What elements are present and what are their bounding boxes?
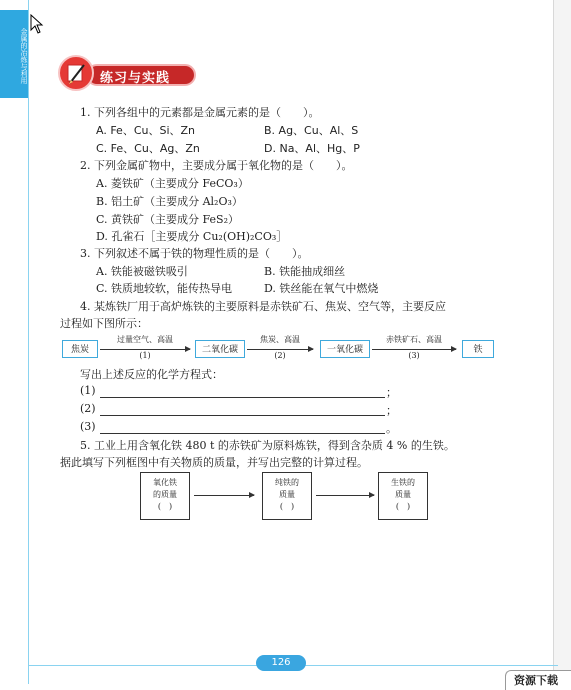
q4-stem-line1: 4. 某炼铁厂用于高炉炼铁的主要原料是赤铁矿石、焦炭、空气等，主要反应 bbox=[80, 300, 446, 313]
q3-option-b: B. 铁能抽成细丝 bbox=[264, 265, 346, 278]
flow-arrow-2 bbox=[247, 349, 313, 350]
flow-box-co2: 二氧化碳 bbox=[195, 340, 245, 358]
q4-blank3-end: 。 bbox=[386, 422, 397, 435]
q4-blank1-end: ； bbox=[386, 386, 397, 399]
q2-option-d: D. 孔雀石［主要成分 Cu₂(OH)₂CO₃］ bbox=[96, 230, 288, 243]
section-title: 练习与实践 bbox=[100, 71, 171, 86]
page-number: 126 bbox=[256, 655, 306, 671]
q4-blank2-end: ； bbox=[386, 404, 397, 417]
q2-option-b: B. 铝土矿（主要成分 Al₂O₃） bbox=[96, 195, 243, 208]
q2-option-a: A. 菱铁矿（主要成分 FeCO₃） bbox=[96, 177, 249, 190]
flow-arrow-3-condition: 赤铁矿石、高温 bbox=[386, 335, 442, 344]
q5-box1-line2: 的质量 bbox=[153, 490, 177, 499]
q5-box-pure-iron-mass bbox=[262, 472, 312, 520]
q1-option-d: D. Na、Al、Hg、P bbox=[264, 142, 360, 155]
q5-box1-blank[interactable]: ( ) bbox=[157, 502, 173, 511]
mouse-cursor-icon bbox=[30, 14, 44, 34]
q3-option-d: D. 铁丝能在氧气中燃烧 bbox=[264, 282, 379, 295]
q3-stem: 3. 下列叙述不属于铁的物理性质的是（ ）。 bbox=[80, 247, 309, 260]
q5-box2-blank[interactable]: ( ) bbox=[279, 502, 295, 511]
flow-arrow-3-step: (3) bbox=[408, 351, 420, 360]
q1-option-c: C. Fe、Cu、Ag、Zn bbox=[96, 142, 200, 155]
q3-option-a: A. 铁能被磁铁吸引 bbox=[96, 265, 188, 278]
q1-option-a: A. Fe、Cu、Si、Zn bbox=[96, 124, 196, 137]
flow-box-iron: 铁 bbox=[462, 340, 494, 358]
resource-download-tab[interactable]: 资源下载 bbox=[505, 670, 571, 690]
q5-stem-line1: 5. 工业上用含氧化铁 480 t 的赤铁矿为原料炼铁，得到含杂质 4 % 的生铁。 bbox=[80, 439, 455, 452]
page-edge bbox=[553, 0, 571, 684]
q4-blank3-label: (3) bbox=[80, 420, 96, 433]
q4-blank1-label: (1) bbox=[80, 384, 96, 397]
q5-box2-line1: 纯铁的 bbox=[275, 478, 299, 487]
q5-arrow-2 bbox=[316, 495, 374, 496]
q4-flow-diagram bbox=[62, 334, 502, 364]
flow-arrow-2-condition: 焦炭、高温 bbox=[260, 335, 300, 344]
pencil-icon bbox=[60, 57, 92, 89]
q4-blank1-line[interactable] bbox=[100, 397, 385, 398]
flow-arrow-3 bbox=[372, 349, 456, 350]
q5-box-iron-oxide-mass bbox=[140, 472, 190, 520]
q4-blank3-line[interactable] bbox=[100, 433, 385, 434]
q4-stem-line2: 过程如下图所示： bbox=[60, 317, 148, 330]
q5-box1-line1: 氧化铁 bbox=[153, 478, 177, 487]
q5-box3-blank[interactable]: ( ) bbox=[395, 502, 411, 511]
q2-stem: 2. 下列金属矿物中，主要成分属于氧化物的是（ ）。 bbox=[80, 159, 353, 172]
chapter-side-tab: 金属的冶炼与利用 bbox=[0, 10, 28, 98]
flow-arrow-1-condition: 过量空气、高温 bbox=[117, 335, 173, 344]
flow-box-co: 一氧化碳 bbox=[320, 340, 370, 358]
q3-option-c: C. 铁质地较软，能传热导电 bbox=[96, 282, 233, 295]
q5-box-pig-iron-mass bbox=[378, 472, 428, 520]
q1-option-b: B. Ag、Cu、Al、S bbox=[264, 124, 359, 137]
q4-blank2-label: (2) bbox=[80, 402, 96, 415]
q5-box3-line1: 生铁的 bbox=[391, 478, 415, 487]
flow-arrow-1-step: (1) bbox=[139, 351, 151, 360]
pencil-badge bbox=[58, 55, 94, 91]
q4-blank2-line[interactable] bbox=[100, 415, 385, 416]
q5-box2-line2: 质量 bbox=[279, 490, 295, 499]
flow-arrow-1 bbox=[100, 349, 190, 350]
q4-instruction: 写出上述反应的化学方程式： bbox=[80, 368, 223, 381]
q1-stem: 1. 下列各组中的元素都是金属元素的是（ ）。 bbox=[80, 106, 320, 119]
q5-stem-line2: 据此填写下列框图中有关物质的质量，并写出完整的计算过程。 bbox=[60, 456, 368, 469]
q5-arrow-1 bbox=[194, 495, 254, 496]
q2-option-c: C. 黄铁矿（主要成分 FeS₂） bbox=[96, 213, 239, 226]
q5-box3-line2: 质量 bbox=[395, 490, 411, 499]
flow-arrow-2-step: (2) bbox=[274, 351, 286, 360]
flow-box-coke: 焦炭 bbox=[62, 340, 98, 358]
section-header bbox=[58, 55, 198, 91]
